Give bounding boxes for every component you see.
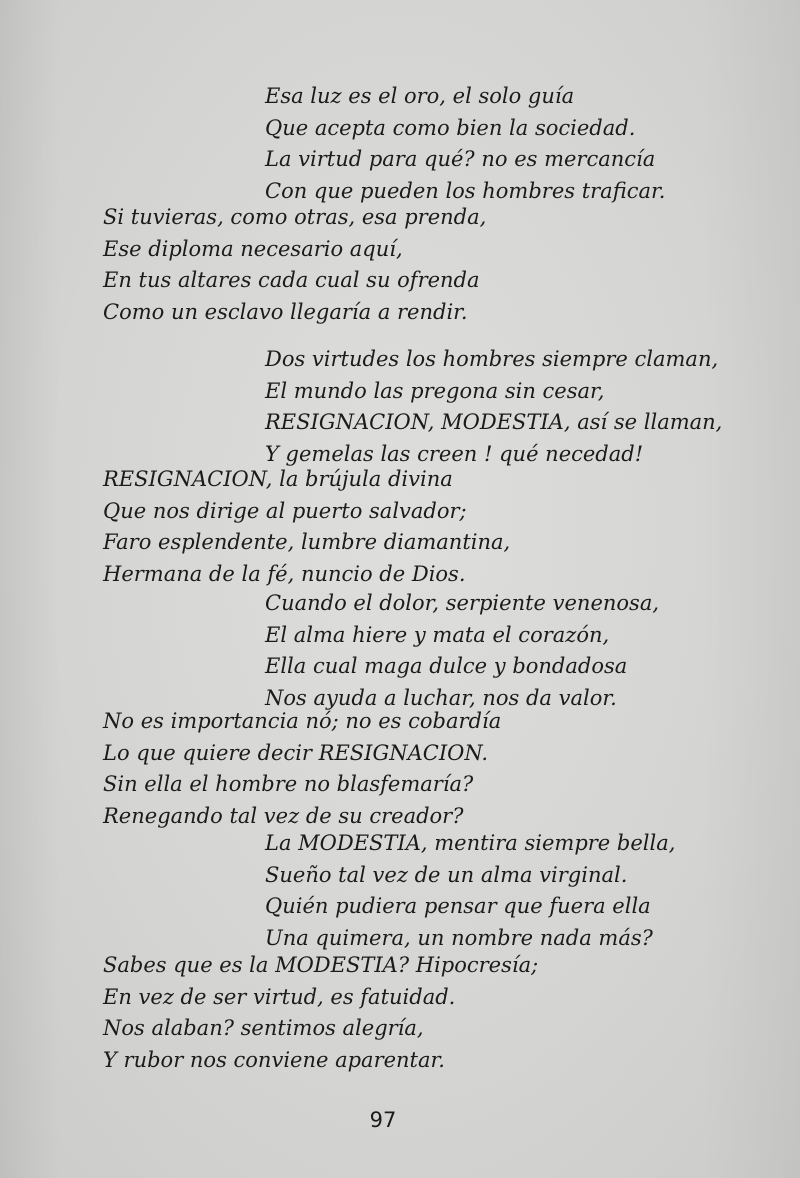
verse-line: Lo que quiere decir RESIGNACION. — [103, 740, 489, 765]
stanza-6 — [103, 706, 501, 832]
verse-line: Y rubor nos conviene aparentar. — [103, 1047, 445, 1072]
verse-line: Renegando tal vez de su creador? — [103, 803, 464, 828]
stanza-5 — [265, 588, 659, 714]
verse-line: RESIGNACION, la brújula divina — [103, 467, 453, 491]
verse-line: Sueño tal vez de un alma virginal. — [265, 862, 628, 887]
verse-line: Hermana de la fé, nuncio de Dios. — [103, 561, 466, 586]
verse-line: No es importancia nó; no es cobardía — [103, 709, 502, 733]
verse-line: Ese diploma necesario aquí, — [103, 236, 403, 261]
verse-line: Sin ella el hombre no blasfemaría? — [103, 772, 474, 796]
page-number: 97 — [369, 1108, 397, 1132]
stanza-2 — [103, 202, 486, 328]
verse-line: Nos ayuda a luchar, nos da valor. — [265, 685, 617, 710]
verse-line: Como un esclavo llegaría a rendir. — [103, 299, 468, 324]
stanza-4 — [103, 464, 510, 590]
verse-line: Faro esplendente, lumbre diamantina, — [103, 530, 511, 554]
stanza-1 — [265, 81, 665, 207]
verse-line: Cuando el dolor, serpiente venenosa, — [265, 591, 660, 615]
verse-line: En vez de ser virtud, es fatuidad. — [103, 984, 456, 1009]
verse-line: Dos virtudes los hombres siempre claman, — [265, 347, 719, 371]
verse-line: Quién pudiera pensar que fuera ella — [265, 894, 651, 918]
verse-line: Sabes que es la MODESTIA? Hipocresía; — [103, 953, 539, 977]
stanza-8 — [103, 950, 538, 1076]
verse-line: Una quimera, un nombre nada más? — [265, 925, 653, 950]
verse-line: En tus altares cada cual su ofrenda — [103, 268, 480, 292]
verse-line: El mundo las pregona sin cesar, — [265, 378, 605, 403]
stanza-7 — [265, 828, 675, 954]
verse-line: RESIGNACION, MODESTIA, así se llaman, — [265, 410, 723, 434]
verse-line: La MODESTIA, mentira siempre bella, — [265, 831, 676, 855]
verse-line: Ella cual maga dulce y bondadosa — [265, 654, 628, 678]
verse-line: Esa luz es el oro, el solo guía — [265, 84, 575, 108]
verse-line: Y gemelas las creen ! qué necedad! — [265, 441, 644, 466]
verse-line: Que acepta como bien la sociedad. — [265, 115, 636, 140]
verse-line: Nos alaban? sentimos alegría, — [103, 1016, 424, 1040]
verse-line: Que nos dirige al puerto salvador; — [103, 498, 467, 523]
verse-line: La virtud para qué? no es mercancía — [265, 147, 656, 171]
verse-line: Con que pueden los hombres traficar. — [265, 178, 666, 203]
verse-line: El alma hiere y mata el corazón, — [265, 622, 610, 647]
stanza-3 — [265, 344, 722, 470]
verse-line: Si tuvieras, como otras, esa prenda, — [103, 205, 487, 229]
